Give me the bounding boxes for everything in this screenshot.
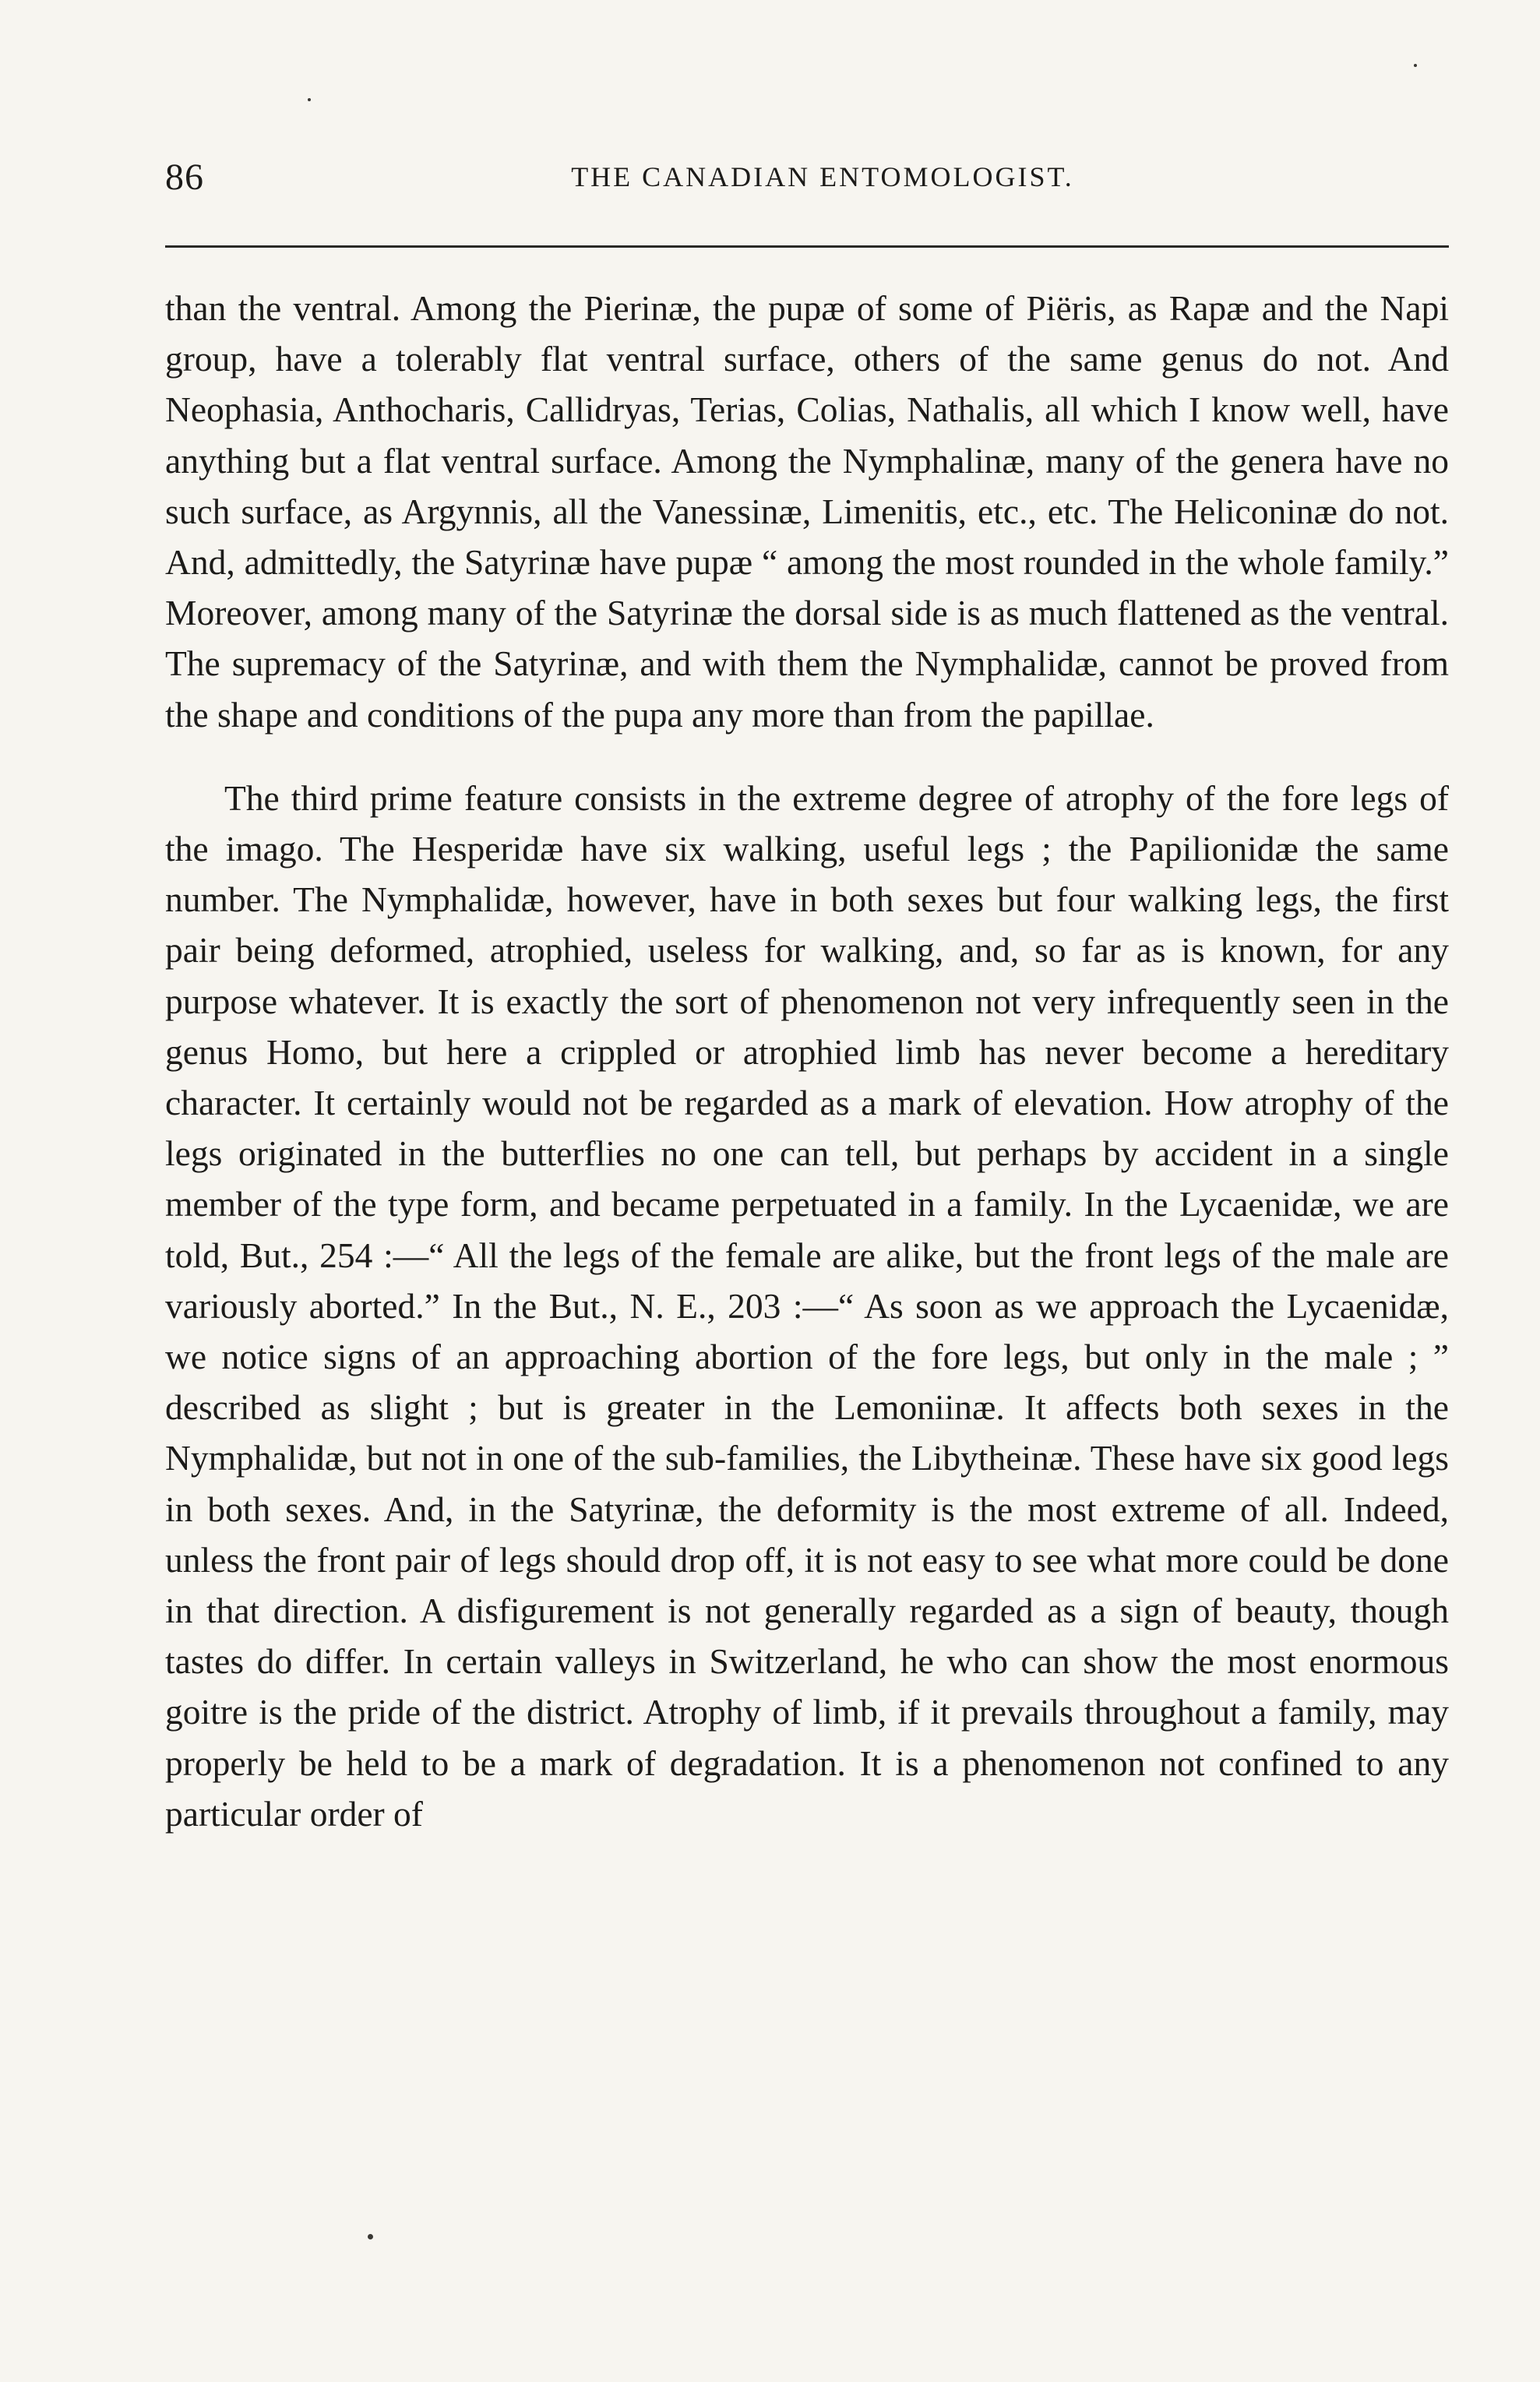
running-head	[165, 156, 1449, 218]
scan-speck	[1414, 64, 1417, 67]
paragraph-1: than the ventral. Among the Pierinæ, the pupæ of some of Piëris, as Rapæ and the Napi group, have a tolerably flat ventral surface, others of the same genus do not. And Neophasia, Anthocharis, Callidryas, Terias, Colias, Nathalis, all which I know well, have anything but a flat ventral surface. Among the Nymphalinæ, many of the genera have no such surface, as Argynnis, all the Vanessinæ, Limenitis, etc., etc. The Heliconinæ do not. And, admittedly, the Satyrinæ have pupæ “ among the most rounded in the whole family.” Moreover, among many of the Satyrinæ the dorsal side is as much flattened as the ventral. The supremacy of the Satyrinæ, and with them the Nymphalidæ, cannot be proved from the shape and conditions of the pupa any more than from the papillae.	[165, 288, 1449, 735]
scan-speck	[308, 98, 311, 101]
scan-speck	[368, 2234, 373, 2239]
journal-page	[165, 0, 1449, 2382]
header-rule	[165, 245, 1449, 248]
page-number: 86	[165, 157, 204, 198]
paragraph-2: The third prime feature consists in the extreme degree of atrophy of the fore legs of the imago. The Hesperidæ have six walking, useful legs ; the Papilionidæ the same number. The Nymphalidæ, however, have in both sexes but four walking legs, the first pair being deformed, atrophied, useless for walking, and, so far as is known, for any purpose whatever. It is exactly the sort of phenomenon not very infrequently seen in the genus Homo, but here a crippled or atrophied limb has never become a hereditary character. It certainly would not be regarded as a mark of elevation. How atrophy of the legs originated in the butterflies no one can tell, but perhaps by accident in a single member of the type form, and became perpetuated in a family. In the Lycaenidæ, we are told, But., 254 :—“ All the legs of the female are alike, but the front legs of the male are variously aborted.” In the But., N. E., 203 :—“ As soon as we approach the Lycaenidæ, we notice signs of an approaching abortion of the fore legs, but only in the male ; ” described as slight ; but is greater in the Lemoniinæ. It affects both sexes in the Nymphalidæ, but not in one of the sub-families, the Libytheinæ. These have six good legs in both sexes. And, in the Satyrinæ, the deformity is the most extreme of all. Indeed, unless the front pair of legs should drop off, it is not easy to see what more could be done in that direction. A disfigurement is not generally regarded as a sign of beauty, though tastes do differ. In certain valleys in Switzerland, he who can show the most enormous goitre is the pride of the district. Atrophy of limb, if it prevails throughout a family, may properly be held to be a mark of degradation. It is a phenomenon not confined to any particular order of	[165, 777, 1449, 1834]
journal-title: THE CANADIAN ENTOMOLOGIST.	[571, 161, 1074, 192]
article-body	[165, 283, 1449, 1839]
